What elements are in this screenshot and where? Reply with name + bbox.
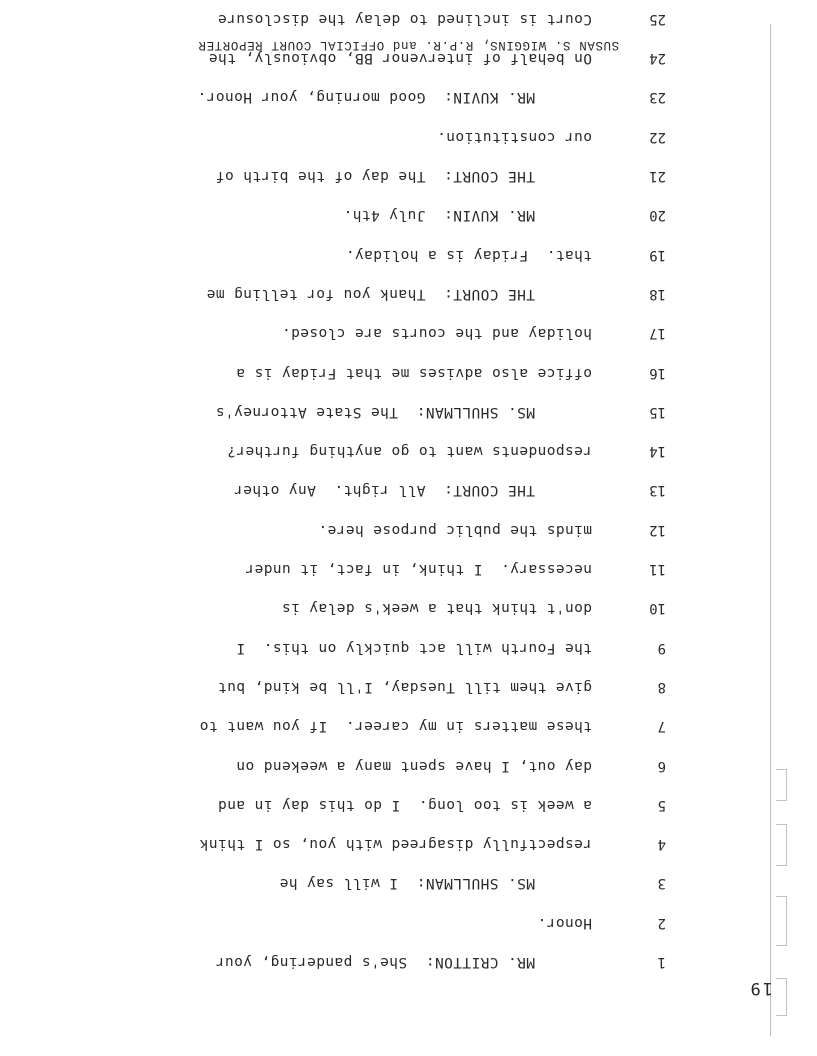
transcript-line (0, 263, 817, 302)
transcript-line (0, 459, 817, 498)
transcript-line (0, 145, 817, 184)
transcript-line (0, 381, 817, 420)
line-text: a week is too long. I do this day in and (217, 796, 592, 813)
line-number: 8 (657, 678, 666, 695)
line-text: respectfully disagreed with you, so I think (199, 836, 592, 853)
line-text: the Fourth will act quickly on this. I (235, 639, 592, 656)
line-number: 15 (649, 403, 666, 420)
line-text: MS. SHULLMAN: I will say he (279, 875, 535, 892)
line-text: Honor. (537, 914, 592, 931)
line-number: 14 (649, 443, 666, 460)
line-number: 19 (649, 246, 666, 263)
transcript-line (0, 656, 817, 695)
line-text: our constitution. (436, 128, 592, 145)
line-text: Court is inclined to delay the disclosure (217, 10, 592, 27)
line-text: On behalf of intervenor BB, obviously, the (208, 50, 592, 67)
line-number: 10 (649, 600, 666, 617)
line-text: holiday and the courts are closed. (281, 325, 592, 342)
transcript-line (0, 734, 817, 773)
transcript-line (0, 891, 817, 930)
transcript-line (0, 852, 817, 891)
transcript-line (0, 223, 817, 262)
transcript-line (0, 813, 817, 852)
transcript-line (0, 105, 817, 144)
transcript-line (0, 66, 817, 105)
line-number: 24 (649, 50, 666, 67)
transcript-line (0, 695, 817, 734)
line-number: 6 (657, 757, 666, 774)
transcript-line (0, 538, 817, 577)
line-number: 9 (657, 639, 666, 656)
line-text: MR. CRITTON: She's pandering, your (215, 954, 535, 970)
line-text: these matters in my career. If you want to (199, 718, 592, 735)
transcript-line (0, 498, 817, 537)
line-text: respondents want to go anything further? (226, 443, 592, 460)
line-text: office also advises me that Friday is a (235, 364, 592, 381)
line-text: that. Friday is a holiday. (345, 246, 592, 263)
line-number: 12 (649, 521, 666, 538)
line-number: 2 (657, 914, 666, 931)
transcript-line (0, 420, 817, 459)
line-number: 17 (649, 325, 666, 342)
line-text: THE COURT: Thank you for telling me (206, 285, 535, 302)
transcript-line (0, 577, 817, 616)
transcript-line (0, 931, 817, 970)
line-number: 3 (657, 875, 666, 892)
line-text: minds the public purpose here. (318, 521, 592, 538)
line-number: 13 (649, 482, 666, 499)
transcript-line (0, 184, 817, 223)
line-number: 7 (657, 718, 666, 735)
line-number: 22 (649, 128, 666, 145)
line-number: 4 (657, 836, 666, 853)
line-text: MS. SHULLMAN: The State Attorney's (215, 403, 535, 420)
line-text: day out, I have spent many a weekend on (235, 757, 592, 774)
line-text: give them till Tuesday, I'll be kind, but (217, 678, 592, 695)
transcript-line (0, 774, 817, 813)
line-text: THE COURT: All right. Any other (233, 482, 535, 499)
transcript-line (0, 0, 817, 27)
court-reporter-footer: SUSAN S. WIGGINS, R.P.R. and OFFICIAL COURT REPORTER (197, 38, 620, 52)
transcript-line (0, 616, 817, 655)
line-text: MR. KUVIN: July 4th. (343, 207, 535, 224)
line-number: 21 (649, 168, 666, 185)
line-text: THE COURT: The day of the birth of (215, 168, 535, 185)
line-number: 23 (649, 89, 666, 106)
line-number: 16 (649, 364, 666, 381)
line-number: 20 (649, 207, 666, 224)
line-number: 18 (649, 285, 666, 302)
line-text: don't think that a week's delay is (281, 600, 592, 617)
line-number: 25 (649, 10, 666, 27)
line-text: necessary. I think, in fact, it under (245, 561, 592, 578)
line-number: 5 (657, 796, 666, 813)
binder-tab (776, 978, 787, 1016)
line-number: 11 (649, 561, 666, 578)
line-text: MR. KUVIN: Good morning, your Honor. (197, 89, 535, 106)
line-number: 1 (657, 954, 666, 970)
transcript-line (0, 302, 817, 341)
page-number: 19 (748, 978, 773, 998)
transcript-line (0, 341, 817, 380)
